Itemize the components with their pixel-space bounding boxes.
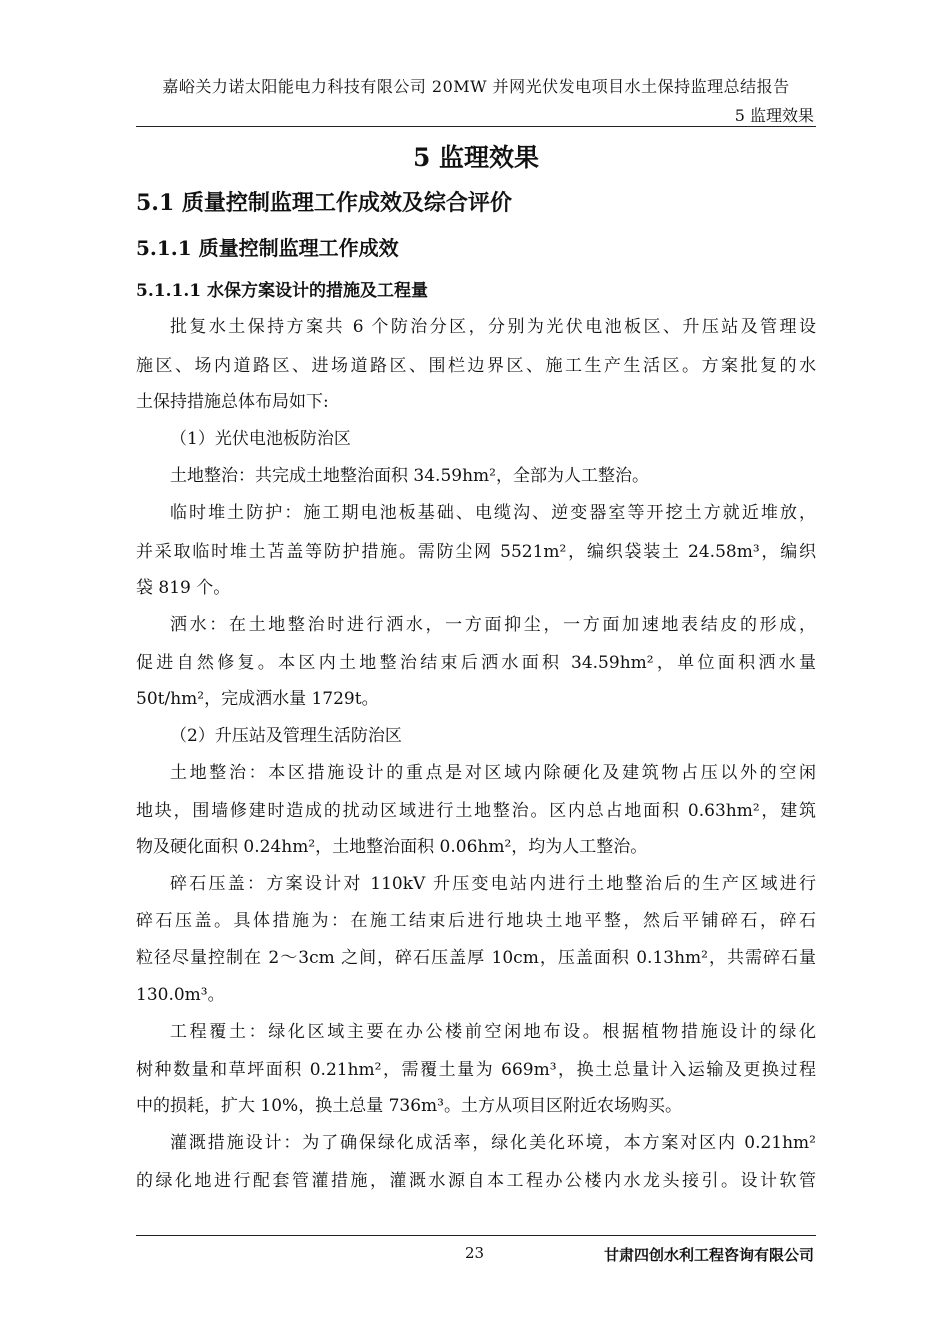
chapter-title: 5 监理效果 bbox=[412, 143, 540, 172]
body-line: 50t/hm²，完成洒水量 1729t。 bbox=[136, 689, 379, 709]
footer-organization: 甘肃四创水利工程咨询有限公司 bbox=[603, 1246, 814, 1264]
body-line: 促进自然修复。本区内土地整治结束后洒水面积 34.59hm²，单位面积洒水量 bbox=[136, 653, 816, 673]
body-line: 130.0m³。 bbox=[136, 985, 225, 1005]
body-line: 碎石压盖：方案设计对 110kV 升压变电站内进行土地整治后的生产区域进行 bbox=[170, 874, 816, 894]
report-header-section: 5 监理效果 bbox=[734, 106, 814, 125]
body-line: 土地整治：本区措施设计的重点是对区域内除硬化及建筑物占压以外的空闲 bbox=[170, 763, 816, 783]
body-line: 批复水土保持方案共 6 个防治分区，分别为光伏电池板区、升压站及管理设 bbox=[170, 317, 816, 337]
body-line: 地块，围墙修建时造成的扰动区域进行土地整治。区内总占地面积 0.63hm²，建筑 bbox=[136, 801, 816, 821]
body-line: 树种数量和草坪面积 0.21hm²，需覆土量为 669m³，换土总量计入运输及更换过程 bbox=[136, 1060, 816, 1080]
body-line: 中的损耗，扩大 10%，换土总量 736m³。土方从项目区附近农场购买。 bbox=[136, 1096, 682, 1116]
section-heading: 5.1 质量控制监理工作成效及综合评价 bbox=[136, 190, 512, 216]
body-line: 土地整治：共完成土地整治面积 34.59hm²，全部为人工整治。 bbox=[170, 466, 649, 486]
body-line: 袋 819 个。 bbox=[136, 578, 231, 598]
body-line: （1）光伏电池板防治区 bbox=[170, 429, 351, 449]
subsection-heading: 5.1.1 质量控制监理工作成效 bbox=[136, 236, 399, 260]
body-line: 并采取临时堆土苫盖等防护措施。需防尘网 5521m²，编织袋装土 24.58m³，编织 bbox=[136, 542, 816, 562]
body-line: 灌溉措施设计：为了确保绿化成活率，绿化美化环境，本方案对区内 0.21hm² bbox=[170, 1133, 816, 1153]
body-line: 工程覆土：绿化区域主要在办公楼前空闲地布设。根据植物措施设计的绿化 bbox=[170, 1022, 816, 1042]
body-line: 物及硬化面积 0.24hm²，土地整治面积 0.06hm²，均为人工整治。 bbox=[136, 837, 648, 857]
body-line: 碎石压盖。具体措施为：在施工结束后进行地块土地平整，然后平铺碎石，碎石 bbox=[136, 911, 816, 931]
footer-divider bbox=[136, 1235, 816, 1236]
body-line: 洒水：在土地整治时进行洒水，一方面抑尘，一方面加速地表结皮的形成， bbox=[170, 615, 816, 635]
subsubsection-heading: 5.1.1.1 水保方案设计的措施及工程量 bbox=[136, 281, 428, 301]
body-line: 粒径尽量控制在 2～3cm 之间，碎石压盖厚 10cm，压盖面积 0.13hm²，共需碎石量 bbox=[136, 948, 816, 968]
page-number: 23 bbox=[465, 1244, 485, 1262]
body-line: 施区、场内道路区、进场道路区、围栏边界区、施工生产生活区。方案批复的水 bbox=[136, 356, 816, 376]
body-line: 临时堆土防护：施工期电池板基础、电缆沟、逆变器室等开挖土方就近堆放， bbox=[170, 503, 816, 523]
body-line: 的绿化地进行配套管灌措施，灌溉水源自本工程办公楼内水龙头接引。设计软管 bbox=[136, 1171, 816, 1191]
header-divider bbox=[136, 126, 816, 127]
report-header-title: 嘉峪关力诺太阳能电力科技有限公司 20MW 并网光伏发电项目水土保持监理总结报告 bbox=[162, 77, 790, 96]
body-line: 土保持措施总体布局如下: bbox=[136, 392, 329, 412]
body-line: （2）升压站及管理生活防治区 bbox=[170, 726, 402, 746]
